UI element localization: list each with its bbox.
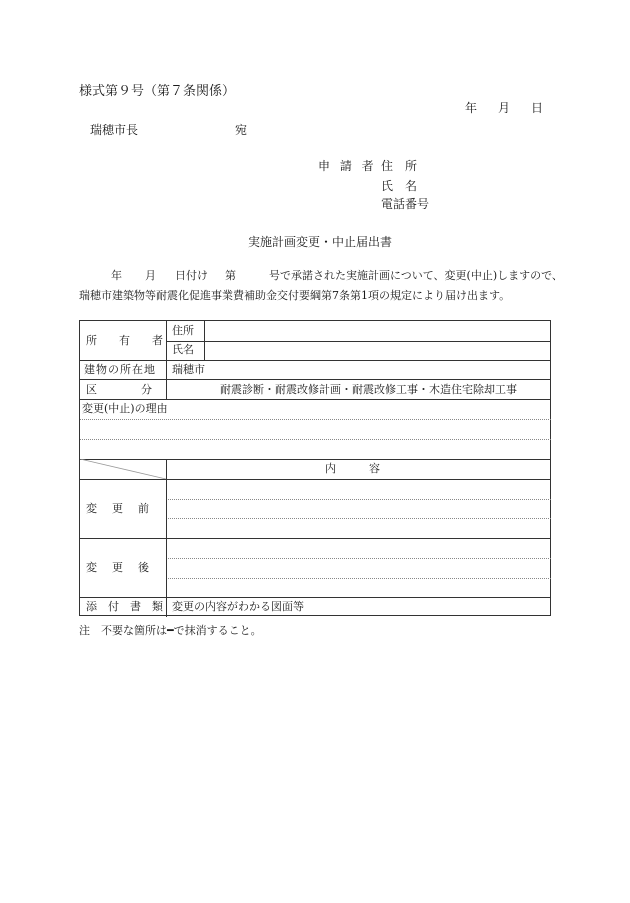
body-number-prefix: 第 (225, 269, 236, 282)
addressee: 瑞穂市長 (90, 123, 139, 137)
date-day: 日 (531, 101, 544, 115)
after-label: 変 更 後 (86, 561, 151, 574)
owner-name-label: 氏名 (172, 343, 194, 356)
date-month: 月 (498, 101, 511, 115)
body-month: 月 (145, 269, 156, 282)
document-title: 実施計画変更・中止届出書 (248, 235, 393, 249)
owner-label: 所 有 者 (86, 334, 163, 347)
category-value: 耐震診断・耐震改修計画・耐震改修工事・木造住宅除却工事 (220, 383, 517, 396)
category-label: 区 分 (86, 383, 152, 396)
body-year: 年 (111, 269, 122, 282)
applicant-name-label: 氏 名 (381, 179, 418, 193)
diagonal-slash (80, 459, 166, 479)
owner-name-field[interactable] (205, 342, 550, 359)
body-line-2: 瑞穂市建築物等耐震化促進事業費補助金交付要綱第7条第1項の規定により届け出ます。 (79, 289, 511, 302)
reason-label: 変更(中止)の理由 (82, 402, 168, 415)
applicant-label: 申 請 者 (318, 159, 377, 173)
form-number: 様式第９号（第７条関係） (79, 84, 236, 99)
applicant-phone-label: 電話番号 (381, 197, 430, 211)
location-label: 建物の所在地 (84, 363, 156, 376)
date-year: 年 (465, 101, 478, 115)
owner-address-label: 住所 (172, 324, 194, 337)
footnote: 注 不要な箇所は━で抹消すること。 (79, 624, 262, 637)
content-header: 内 容 (325, 462, 380, 475)
addressee-suffix: 宛 (235, 123, 248, 137)
report-table (79, 320, 551, 616)
body-approved-text: 号で承諾された実施計画について、変更(中止)しますので、 (269, 269, 563, 282)
before-label: 変 更 前 (86, 502, 151, 515)
location-value: 瑞穂市 (172, 363, 205, 376)
attachment-label: 添 付 書 類 (86, 600, 163, 613)
attachment-value: 変更の内容がわかる図面等 (172, 600, 304, 613)
owner-address-field[interactable] (205, 322, 550, 340)
applicant-address-label: 住 所 (381, 159, 418, 173)
body-dated: 日付け (175, 269, 208, 282)
